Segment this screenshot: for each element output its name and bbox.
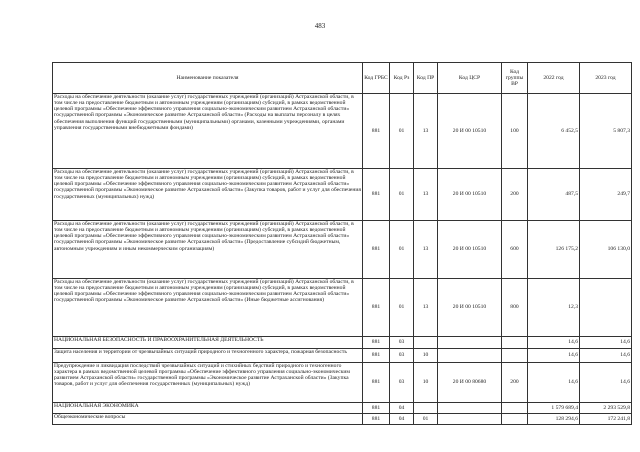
row-2023: 14,6: [580, 363, 632, 403]
row-pr: [414, 337, 438, 349]
row-2022: 6 452,5: [528, 94, 580, 169]
row-pr: 13: [414, 169, 438, 221]
row-name: НАЦИОНАЛЬНАЯ ЭКОНОМИКА: [53, 403, 363, 414]
row-csr: [438, 414, 502, 425]
header-name: Наименование показателя: [53, 63, 363, 94]
table-row: [53, 94, 632, 169]
table-row: [53, 337, 632, 349]
row-csr: 20 И 00 10510: [438, 279, 502, 337]
row-rz: 04: [390, 403, 414, 414]
row-vr: 800: [502, 279, 528, 337]
row-grbs: 881: [363, 403, 390, 414]
budget-table: [52, 62, 632, 425]
row-2022: 126 175,2: [528, 221, 580, 279]
row-rz: 03: [390, 349, 414, 363]
table-row: [53, 363, 632, 403]
table-row: [53, 403, 632, 414]
row-csr: 20 И 00 80680: [438, 363, 502, 403]
row-pr: 10: [414, 349, 438, 363]
row-rz: 04: [390, 414, 414, 425]
row-name: Расходы на обеспечение деятельности (оказание услуг) государственных учреждений (организаций) Астраханской области, в том числе на предоставление бюджетным и автономным учреждениям (организациям) субсидий, в рамках ведомственной целевой программы «Обеспечение эффективного управления социально-экономическим развитием Астраханской области» государственной программы «Экономическое развитие Астраханской области» (Закупка товаров, работ и услуг для обеспечения государственных (муниципальных) нужд): [53, 169, 363, 221]
row-vr: [502, 337, 528, 349]
header-grbs: Код ГРБС: [363, 63, 390, 94]
row-2023: 106 130,0: [580, 221, 632, 279]
row-grbs: 881: [363, 349, 390, 363]
row-vr: 100: [502, 94, 528, 169]
row-csr: 20 И 00 10510: [438, 94, 502, 169]
row-name: НАЦИОНАЛЬНАЯ БЕЗОПАСНОСТЬ И ПРАВООХРАНИТЕЛЬНАЯ ДЕЯТЕЛЬНОСТЬ: [53, 337, 363, 349]
row-2022: 487,5: [528, 169, 580, 221]
row-csr: 20 И 00 10510: [438, 169, 502, 221]
row-csr: [438, 403, 502, 414]
row-name: Защита населения и территории от чрезвычайных ситуаций природного и техногенного характера, пожарная безопасность: [53, 349, 363, 363]
header-2022: 2022 год: [528, 63, 580, 94]
row-pr: 13: [414, 279, 438, 337]
row-rz: 01: [390, 221, 414, 279]
row-name: Общеэкономические вопросы: [53, 414, 363, 425]
row-grbs: 881: [363, 414, 390, 425]
row-rz: 03: [390, 363, 414, 403]
row-name: Расходы на обеспечение деятельности (оказание услуг) государственных учреждений (организаций) Астраханской области, в том числе на предоставление бюджетным и автономным учреждениям (организациям) субсидий, в рамках ведомственной целевой программы «Обеспечение эффективного управления социально-экономическим развитием Астраханской области» государственной программы «Экономическое развитие Астраханской области» (Предоставление субсидий бюджетным, автономным учреждениям и иным некоммерческим организациям): [53, 221, 363, 279]
row-2023: 2 293 529,8: [580, 403, 632, 414]
row-pr: 13: [414, 94, 438, 169]
row-grbs: 881: [363, 337, 390, 349]
row-2023: 5 807,3: [580, 94, 632, 169]
row-pr: [414, 403, 438, 414]
row-csr: [438, 349, 502, 363]
row-grbs: 881: [363, 94, 390, 169]
row-2022: 14,6: [528, 363, 580, 403]
row-vr: [502, 403, 528, 414]
table-row: [53, 169, 632, 221]
row-2022: 14,6: [528, 337, 580, 349]
row-vr: 600: [502, 221, 528, 279]
table-row: [53, 414, 632, 425]
row-grbs: 881: [363, 363, 390, 403]
table-row: [53, 279, 632, 337]
page-number: 483: [314, 22, 326, 30]
row-pr: 10: [414, 363, 438, 403]
row-vr: [502, 349, 528, 363]
row-name: Расходы на обеспечение деятельности (оказание услуг) государственных учреждений (организаций) Астраханской области, в том числе на предоставление бюджетным и автономным учреждениям (организациям) субсидий, в рамках ведомственной целевой программы «Обеспечение эффективного управления социально-экономическим развитием Астраханской области» государственной программы «Экономическое развитие Астраханской области» (Иные бюджетные ассигнования): [53, 279, 363, 337]
row-2022: 1 579 689,4: [528, 403, 580, 414]
row-2023: 172 241,8: [580, 414, 632, 425]
row-rz: 01: [390, 279, 414, 337]
row-rz: 01: [390, 169, 414, 221]
row-2022: 128 294,6: [528, 414, 580, 425]
header-vr: Код группы ВР: [502, 63, 528, 94]
header-csr: Код ЦСР: [438, 63, 502, 94]
row-vr: 200: [502, 169, 528, 221]
header-rz: Код Рз: [390, 63, 414, 94]
row-name: Расходы на обеспечение деятельности (оказание услуг) государственных учреждений (организаций) Астраханской области, в том числе на предоставление бюджетным и автономным учреждениям (организациям) субсидий, в рамках ведомственной целевой программы «Обеспечение эффективного управления социально-экономическим развитием Астраханской области» государственной программы «Экономическое развитие Астраханской области» (Расходы на выплаты персоналу в целях обеспечения выполнения функций государственными (муниципальными) органами, казенными учреждениями, органами управления государственными внебюджетными фондами): [53, 94, 363, 169]
row-grbs: 881: [363, 221, 390, 279]
row-pr: 01: [414, 414, 438, 425]
row-2023: [580, 279, 632, 337]
table-row: [53, 349, 632, 363]
row-rz: 03: [390, 337, 414, 349]
row-vr: 200: [502, 363, 528, 403]
row-csr: [438, 337, 502, 349]
row-pr: 13: [414, 221, 438, 279]
row-csr: 20 И 00 10510: [438, 221, 502, 279]
row-2022: 12,3: [528, 279, 580, 337]
table-row: [53, 221, 632, 279]
row-vr: [502, 414, 528, 425]
row-2023: 249,7: [580, 169, 632, 221]
row-rz: 01: [390, 94, 414, 169]
row-2023: 14,6: [580, 349, 632, 363]
row-2022: 14,6: [528, 349, 580, 363]
header-pr: Код ПР: [414, 63, 438, 94]
row-2023: 14,6: [580, 337, 632, 349]
row-grbs: 881: [363, 279, 390, 337]
table-header-row: [53, 63, 632, 94]
header-2023: 2023 год: [580, 63, 632, 94]
row-grbs: 881: [363, 169, 390, 221]
row-name: Предупреждение и ликвидация последствий чрезвычайных ситуаций и стихийных бедствий природного и техногенного характера в рамках ведомственной целевой программы «Обеспечение эффективного управления социально-экономическим развитием Астраханской области» государственной программы «Экономическое развитие Астраханской области» (Закупка товаров, работ и услуг для обеспечения государственных (муниципальных) нужд): [53, 363, 363, 403]
